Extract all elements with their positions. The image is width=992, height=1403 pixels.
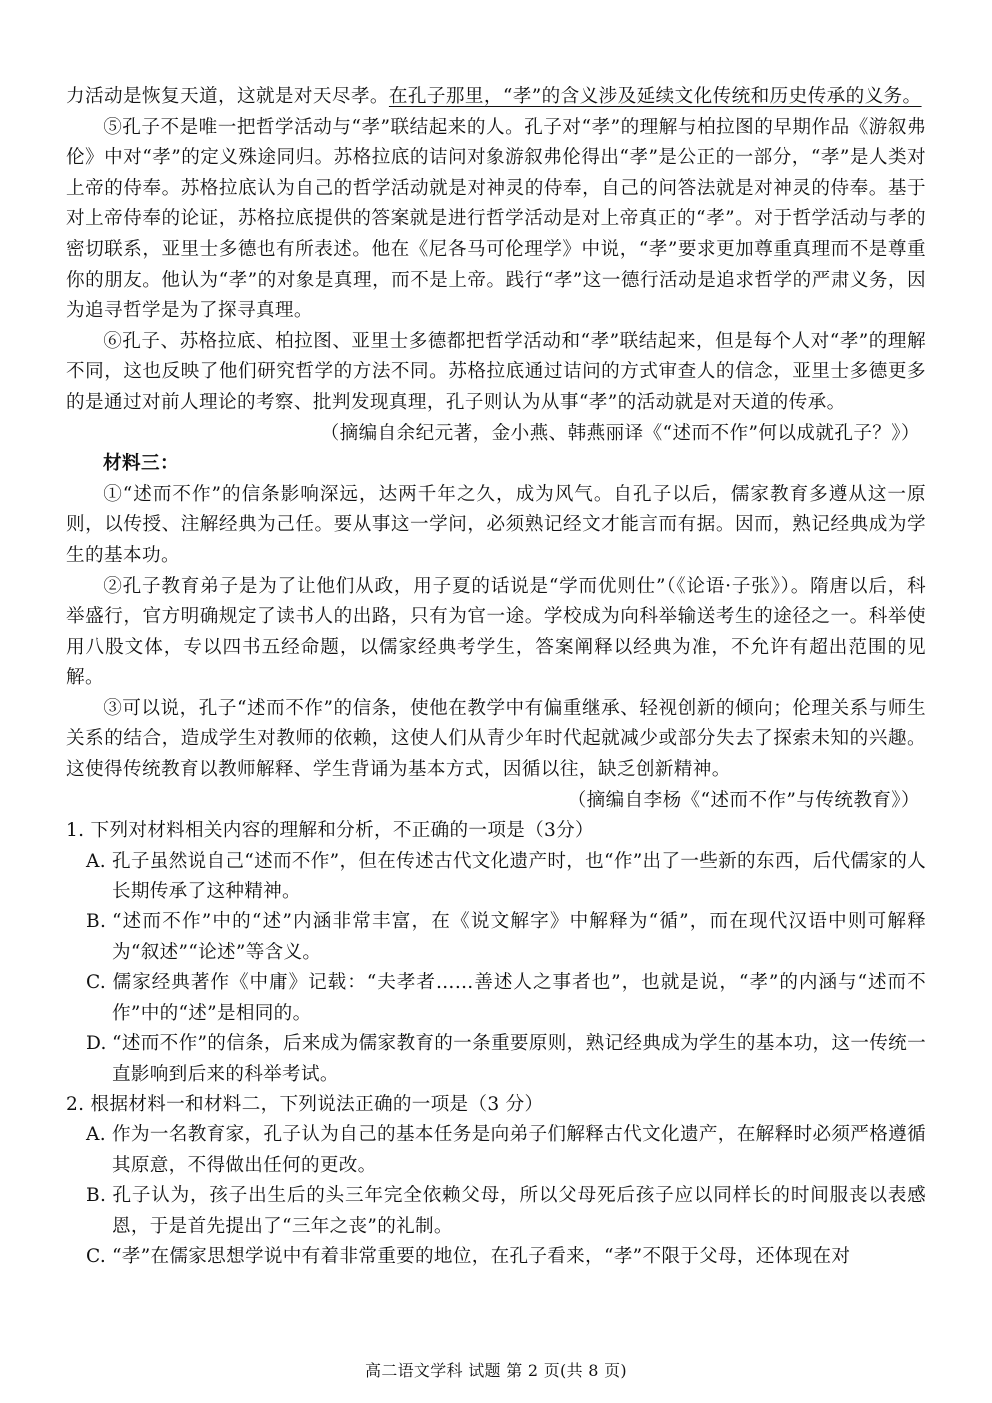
material-3-paragraph-1: ①“述而不作”的信条影响深远，达两千年之久，成为风气。自孔子以后，儒家教育多遵从这一原则，以传授、注解经典为己任。要从事这一学问，必须熟记经文才能言而有据。因而，熟记经典成为学生的基本功。 — [66, 483, 926, 566]
option-label: C. — [86, 1245, 107, 1267]
option-label: B. — [86, 1185, 107, 1207]
passage-paragraph-5: ⑤孔子不是唯一把哲学活动与“孝”联结起来的人。孔子对“孝”的理解与柏拉图的早期作品《游叙弗伦》中对“孝”的定义殊途同归。苏格拉底的诘问对象游叙弗伦得出“孝”是公正的一部分，“孝”是人类对上帝的侍奉。苏格拉底认为自己的哲学活动就是对神灵的侍奉，自己的问答法就是对神灵的侍奉。基于对上帝侍奉的论证，苏格拉底提供的答案就是进行哲学活动是对上帝真正的“孝”。对于哲学活动与孝的密切联系，亚里士多德也有所表述。他在《尼各马可伦理学》中说，“孝”要求更加尊重真理而不是尊重你的朋友。他认为“孝”的对象是真理，而不是上帝。践行“孝”这一德行活动是追求哲学的严肃义务，因为追寻哲学是为了探寻真理。 — [66, 116, 926, 322]
passage-paragraph-4-end — [66, 82, 926, 113]
option-text: 孔子认为，孩子出生后的头三年完全依赖父母，所以父母死后孩子应以同样长的时间服丧以表感恩，于是首先提出了“三年之丧”的礼制。 — [112, 1185, 926, 1237]
underlined-sentence: 在孔子那里，“孝”的含义涉及延续文化传统和历史传承的义务。 — [388, 86, 922, 107]
question-2 — [66, 1090, 926, 1272]
option-label: A. — [86, 1124, 106, 1146]
material-3-paragraph-2: ②孔子教育弟子是为了让他们从政，用子夏的话说是“学而优则仕”（《论语·子张》）。隋唐以后，科举盛行，官方明确规定了读书人的出路，只有为官一途。学校成为向科举输送考生的途径之一。科举使用八股文体，专以四书五经命题，以儒家经典考学生，答案阐释以经典为准，不允许有超出范围的见解。 — [66, 575, 926, 689]
passage-text: 力活动是恢复天道，这就是对天尽孝。 — [66, 86, 389, 107]
option-c[interactable] — [66, 968, 926, 1029]
option-text: 作为一名教育家，孔子认为自己的基本任务是向弟子们解释古代文化遗产，在解释时必须严格遵循其原意，不得做出任何的更改。 — [112, 1124, 926, 1176]
material-3-heading: 材料三： — [103, 453, 179, 475]
option-label: A. — [86, 850, 106, 872]
option-d[interactable] — [66, 1029, 926, 1090]
material-2-source: （摘编自余纪元著，金小燕、韩燕丽译《“述而不作”何以成就孔子？》） — [320, 422, 920, 444]
material-3-paragraph-3: ③可以说，孔子“述而不作”的信条，使他在教学中有偏重继承、轻视创新的倾向；伦理关系与师生关系的结合，造成学生对教师的依赖，这使人们从青少年时代起就减少或部分失去了探索未知的兴趣。这使得传统教育以教师解释、学生背诵为基本方式，因循以往，缺乏创新精神。 — [66, 697, 926, 781]
option-label: D. — [86, 1033, 107, 1055]
option-a[interactable] — [66, 847, 926, 908]
option-text: 孔子虽然说自己“述而不作”，但在传述古代文化遗产时，也“作”出了一些新的东西，后代儒家的人长期传承了这种精神。 — [112, 850, 926, 903]
material-3-source: （摘编自李杨《“述而不作”与传统教育》） — [567, 789, 920, 811]
question-1 — [66, 816, 926, 1090]
passage-paragraph-6: ⑥孔子、苏格拉底、柏拉图、亚里士多德都把哲学活动和“孝”联结起来，但是每个人对“孝”的理解不同，这也反映了他们研究哲学的方法不同。苏格拉底通过诘问的方式审查人的信念，亚里士多德更多的是通过对前人理论的考察、批判发现真理，孔子则认为从事“孝”的活动就是对天道的传承。 — [66, 330, 926, 413]
option-text: “孝”在儒家思想学说中有着非常重要的地位，在孔子看来，“孝”不限于父母，还体现在对 — [112, 1245, 851, 1267]
option-text: “述而不作”中的“述”内涵非常丰富，在《说文解字》中解释为“循”，而在现代汉语中则可解释为“叙述”“论述”等含义。 — [112, 911, 926, 963]
page-footer: 高二语文学科 试题 第 2 页(共 8 页) — [365, 1361, 627, 1380]
option-b[interactable] — [66, 907, 926, 968]
option-c[interactable] — [66, 1242, 926, 1272]
option-label: B. — [86, 911, 107, 933]
question-stem: 2. 根据材料一和材料二，下列说法正确的一项是（3 分） — [66, 1093, 544, 1115]
option-b[interactable] — [66, 1181, 926, 1242]
option-label: C. — [86, 972, 107, 994]
option-text: “述而不作”的信条，后来成为儒家教育的一条重要原则，熟记经典成为学生的基本功，这一传统一直影响到后来的科举考试。 — [112, 1033, 926, 1085]
question-stem: 1. 下列对材料相关内容的理解和分析，不正确的一项是（3分） — [66, 820, 594, 842]
option-text: 儒家经典著作《中庸》记载：“夫孝者……善述人之事者也”，也就是说，“孝”的内涵与“述而不作”中的“述”是相同的。 — [112, 972, 926, 1024]
option-a[interactable] — [66, 1120, 926, 1181]
